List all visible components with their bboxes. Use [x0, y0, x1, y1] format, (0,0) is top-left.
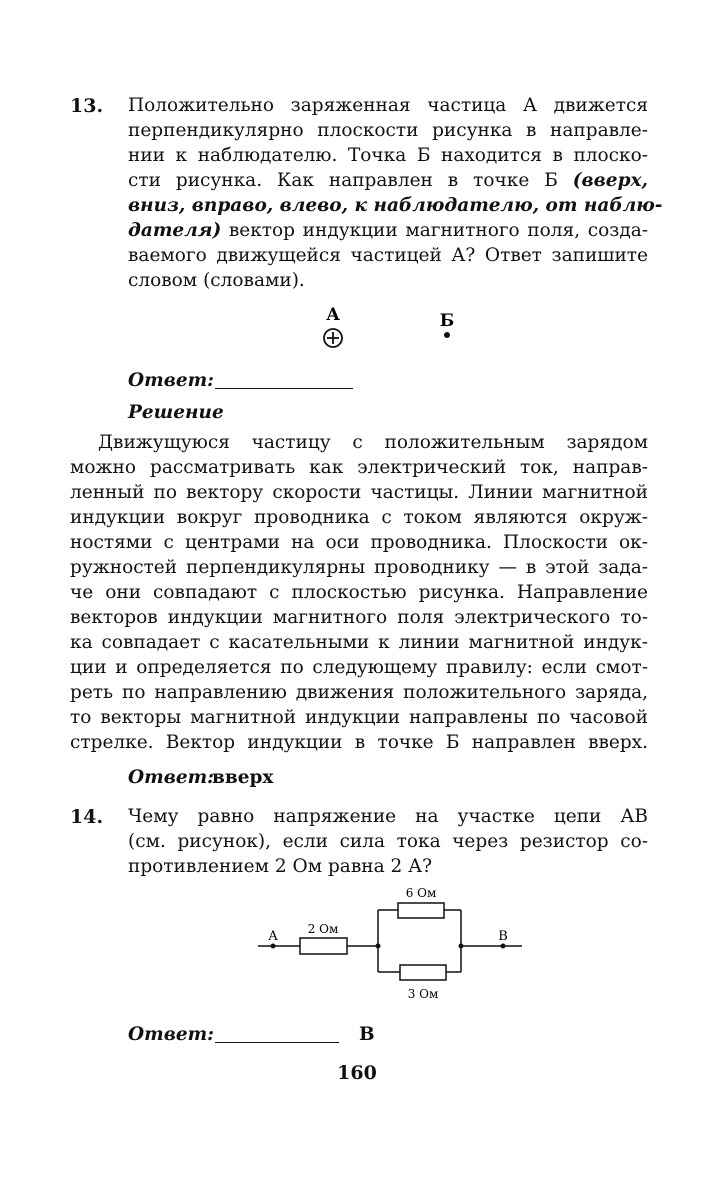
- charge-figure: [0, 300, 714, 360]
- answer-blank[interactable]: [215, 388, 353, 389]
- solution-line: индукции вокруг проводника с током являются окруж-: [70, 507, 648, 528]
- final-answer-value: вверх: [212, 767, 274, 788]
- answer-options: вниз, вправо, влево, к наблюдателю, от наблю-: [128, 195, 663, 216]
- solution-heading: Решение: [128, 402, 224, 423]
- solution-line: векторов индукции магнитного поля электрического то-: [70, 607, 648, 628]
- problem-14-line: Чему равно напряжение на участке цепи АВ: [128, 806, 648, 827]
- problem-13-line: [128, 170, 648, 191]
- solution-line: ка совпадает с касательными к линии магнитной индук-: [70, 632, 648, 653]
- solution-line: Движущуюся частицу с положительным зарядом: [98, 432, 648, 453]
- problem-13-line: Положительно заряженная частица А движется: [128, 95, 648, 116]
- problem-13-line: [128, 220, 648, 241]
- problem-14-line: противлением 2 Ом равна 2 А?: [128, 856, 433, 877]
- final-answer-label: Ответ:: [128, 767, 215, 788]
- problem-13-line: нии к наблюдателю. Точка Б находится в плоско-: [128, 145, 648, 166]
- resistor-6-ohm: [398, 903, 444, 918]
- solution-line: то векторы магнитной индукции направлены по часовой: [70, 707, 648, 728]
- r1-label: 2 Ом: [307, 922, 339, 936]
- answer-unit: В: [359, 1024, 375, 1045]
- label-b: Б: [439, 311, 455, 331]
- solution-line: ции и определяется по следующему правилу: если смот-: [70, 657, 648, 678]
- solution-line: ружностей перпендикулярны проводнику — в этой зада-: [70, 557, 648, 578]
- resistor-2-ohm: [300, 938, 347, 954]
- node-a-dot: [271, 944, 276, 949]
- node-b-dot: [501, 944, 506, 949]
- page-number: 160: [337, 1062, 377, 1084]
- circuit-diagram: [0, 880, 714, 1010]
- problem-13-line-text: сти рисунка. Как направлен в точке Б: [128, 170, 558, 191]
- label-a: А: [326, 305, 340, 325]
- problem-13-number: 13.: [70, 95, 104, 117]
- r2-label: 6 Ом: [405, 886, 437, 900]
- resistor-3-ohm: [400, 965, 446, 980]
- solution-line: ленный по вектору скорости частицы. Линии магнитной: [70, 482, 648, 503]
- problem-14-number: 14.: [70, 806, 104, 828]
- problem-14-line: (см. рисунок), если сила тока через резистор со-: [128, 831, 648, 852]
- junction-dot: [376, 944, 381, 949]
- solution-line: реть по направлению движения положительного заряда,: [70, 682, 648, 703]
- problem-13-line-text: вектор индукции магнитного поля, созда-: [228, 220, 648, 241]
- answer-options: дателя): [128, 220, 222, 241]
- solution-line: ностями с центрами на оси проводника. Плоскости ок-: [70, 532, 648, 553]
- problem-13-line: ваемого движущейся частицей А? Ответ запишите: [128, 245, 648, 266]
- problem-13-line: перпендикулярно плоскости рисунка в направле-: [128, 120, 648, 141]
- solution-line: че они совпадают с плоскостью рисунка. Направление: [70, 582, 648, 603]
- problem-13-line: словом (словами).: [128, 270, 305, 291]
- point-b-icon: [444, 332, 450, 338]
- answer-options: (вверх,: [572, 170, 648, 191]
- solution-line: можно рассматривать как электрический ток, направ-: [70, 457, 648, 478]
- answer-label: Ответ:: [128, 370, 215, 391]
- solution-line: стрелке. Вектор индукции в точке Б направлен вверх.: [70, 732, 648, 753]
- answer-label-14: Ответ:: [128, 1024, 215, 1045]
- r3-label: 3 Ом: [407, 987, 439, 1001]
- node-b-label: В: [498, 929, 508, 944]
- answer-blank-14[interactable]: [215, 1042, 339, 1043]
- node-a-label: А: [268, 929, 278, 944]
- junction-dot: [459, 944, 464, 949]
